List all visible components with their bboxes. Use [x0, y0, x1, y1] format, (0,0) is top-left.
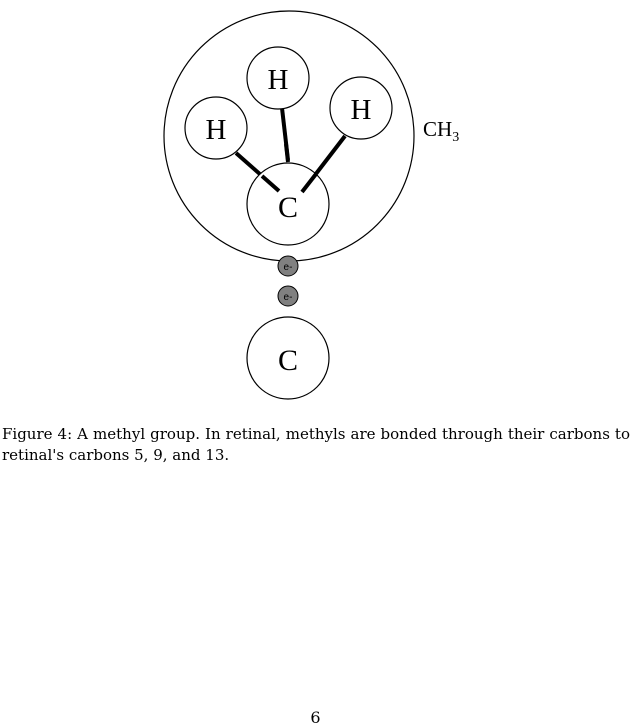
- atom-c-top-label: C: [277, 191, 299, 224]
- figure-caption: Figure 4: A methyl group. In retinal, methyls are bonded through their carbons to retinal's carbons 5, 9, and 13.: [2, 425, 630, 464]
- electron-1-label: e-: [283, 262, 293, 273]
- page-number: 6: [310, 708, 321, 727]
- group-label-main: CH: [423, 117, 453, 141]
- bond-c-h-middle-inner: [286, 144, 288, 162]
- atom-h-left-label: H: [205, 114, 227, 146]
- electron-2-label: e-: [283, 292, 293, 303]
- atom-h-middle-label: H: [267, 64, 289, 96]
- group-label-subscript: 3: [452, 130, 460, 145]
- atom-c-bottom-label: C: [277, 344, 299, 377]
- atom-h-right-label: H: [350, 94, 372, 126]
- group-label: [423, 117, 459, 145]
